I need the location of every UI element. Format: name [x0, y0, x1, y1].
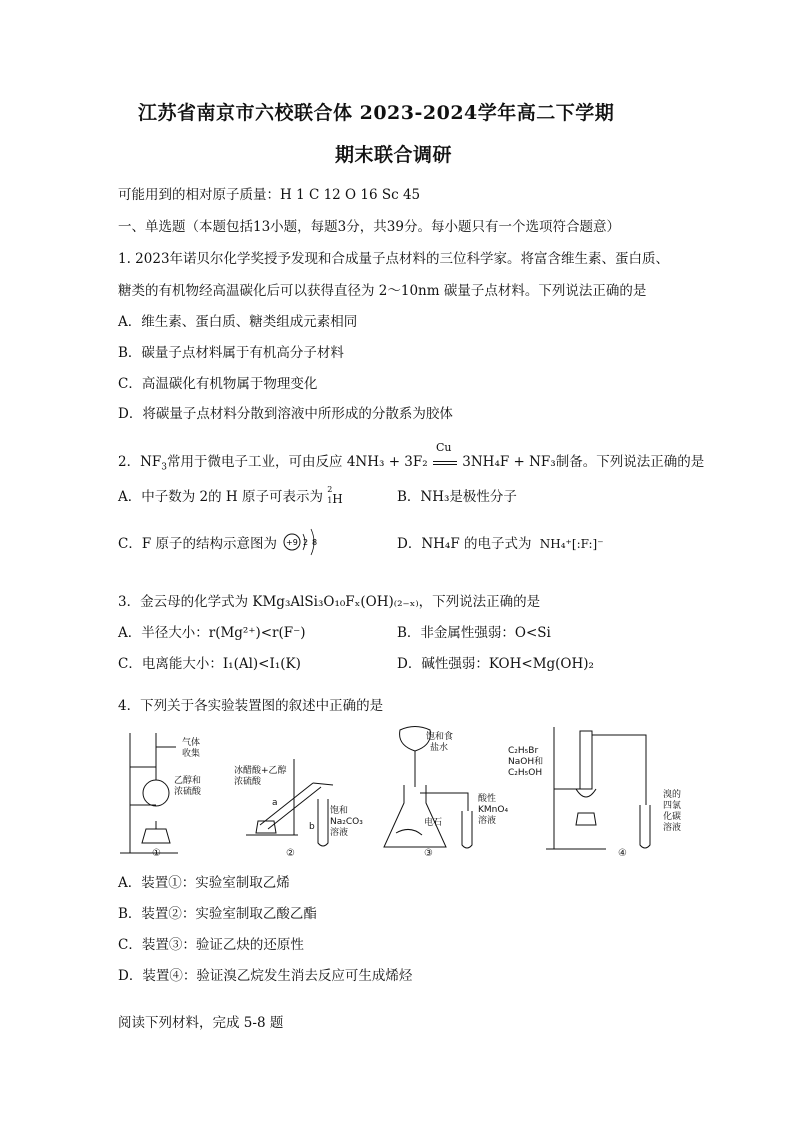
apparatus-figure	[118, 725, 690, 860]
label-eth-2: 浓硫酸	[174, 787, 202, 797]
q4-option-d: D．装置④：验证溴乙烷发生消去反应可生成烯烃	[118, 968, 413, 984]
label-r3: C₂H₅OH	[508, 768, 543, 778]
nuclide-mass: 2	[327, 484, 333, 494]
label-r2: NaOH和	[508, 757, 544, 767]
label-acid-1: 酸性	[478, 794, 497, 804]
q1-option-d: D．将碳量子点材料分散到溶液中所形成的分散系为胶体	[118, 406, 453, 422]
q4-stem: 4．下列关于各实验装置图的叙述中正确的是	[118, 698, 384, 714]
label-n3: ③	[424, 848, 433, 859]
q2-option-b: B．NH₃是极性分子	[397, 489, 517, 505]
q3-stem	[118, 593, 540, 611]
q4-option-a: A．装置①：实验室制取乙烯	[118, 875, 290, 891]
label-sat-1: 饱和食	[426, 732, 454, 742]
q2-option-c	[118, 535, 277, 553]
q3-stem-pre: 3．金云母的化学式为	[118, 594, 253, 610]
q3-stem-post: ，下列说法正确的是	[418, 594, 541, 610]
label-n2: ②	[286, 848, 295, 859]
label-sat-2: 盐水	[430, 743, 449, 753]
q1-stem-line-2: 糖类的有机物经高温碳化后可以获得直径为 2～10nm 碳量子点材料。下列说法正确的是	[118, 283, 647, 299]
q1-option-c: C．高温碳化有机物属于物理变化	[118, 376, 318, 392]
q2-option-a	[118, 484, 343, 507]
electron-formula: NH₄⁺[:F:]⁻	[539, 537, 604, 551]
label-eth-1: 乙醇和	[174, 776, 202, 786]
label-gas-2: 收集	[182, 749, 201, 759]
label-n4: ④	[618, 848, 627, 859]
label-gas-1: 气体	[182, 738, 201, 748]
label-na-3: 溶液	[330, 828, 349, 838]
q2-stem	[118, 441, 705, 477]
q4-option-c: C．装置③：验证乙炔的还原性	[118, 937, 304, 953]
label-ice-2: 浓硫酸	[234, 777, 262, 787]
page-title-line-1: 江苏省南京市六校联合体 2023-2024学年高二下学期	[138, 102, 615, 124]
apparatus-3	[384, 727, 472, 849]
q2-number-sub: 3	[161, 462, 168, 473]
reading-instruction: 阅读下列材料，完成 5-8 题	[118, 1015, 284, 1031]
atomic-mass-line: 可能用到的相对原子质量：H 1 C 12 O 16 Sc 45	[118, 187, 421, 203]
q2-option-d-text: D．NH₄F 的电子式为	[397, 536, 532, 552]
q3-option-b: B．非金属性强弱：O<Si	[397, 625, 551, 641]
label-r1: C₂H₅Br	[508, 746, 539, 756]
nuclide-h: H	[332, 491, 343, 506]
label-na-2: Na₂CO₃	[330, 817, 363, 827]
q1-option-b: B．碳量子点材料属于有机高分子材料	[118, 345, 344, 361]
svg-text:8: 8	[312, 538, 318, 547]
atom-structure-diagram	[282, 522, 322, 562]
q3-option-a: A．半径大小：r(Mg²⁺)<r(F⁻)	[118, 625, 306, 641]
label-b: b	[309, 822, 315, 832]
q2-stem-mid: 常用于微电子工业，可由反应	[167, 454, 343, 470]
label-br-1: 溴的	[663, 790, 682, 800]
apparatus-1	[120, 733, 178, 853]
nuclide-z: 1	[327, 495, 333, 505]
label-na-1: 饱和	[330, 806, 349, 816]
label-ice-1: 冰醋酸+乙醇	[234, 766, 287, 776]
q2-option-d	[397, 535, 604, 553]
svg-text:+9: +9	[286, 538, 298, 547]
label-br-3: 化碳	[663, 812, 682, 822]
q4-option-b: B．装置②：实验室制取乙酸乙酯	[118, 906, 317, 922]
label-a: a	[272, 798, 278, 808]
q1-option-a: A．维生素、蛋白质、糖类组成元素相同	[118, 314, 358, 330]
label-br-4: 溶液	[663, 823, 682, 833]
label-acid-2: KMnO₄	[478, 805, 509, 815]
q3-option-c: C．电离能大小：I₁(Al)<I₁(K)	[118, 656, 301, 672]
q2-number: 2．NF	[118, 454, 162, 470]
q2-option-a-text: A．中子数为 2的 H 原子可表示为	[118, 489, 323, 505]
q3-formula: KMg₃AlSi₃O₁₀Fₓ(OH)₍₂₋ₓ₎	[252, 594, 419, 610]
label-br-2: 四氯	[663, 801, 682, 811]
page-title-line-2: 期末联合调研	[335, 144, 453, 166]
q2-reaction-right: 3NH₄F + NF₃	[462, 454, 556, 470]
apparatus-4	[546, 727, 650, 849]
label-n1: ①	[152, 848, 161, 859]
svg-text:2: 2	[303, 538, 309, 547]
q2-stem-end: 制备。下列说法正确的是	[555, 454, 705, 470]
equals-sign	[433, 461, 457, 465]
q2-reaction-left: 4NH₃ + 3F₂	[346, 454, 428, 470]
label-acid-3: 溶液	[478, 816, 497, 826]
label-dian: 电石	[424, 818, 443, 828]
q2-option-c-text: C．F 原子的结构示意图为	[118, 536, 277, 552]
q2-catalyst: Cu	[435, 441, 452, 454]
q2-reaction-arrow	[432, 441, 458, 471]
section-heading: 一、单选题（本题包括13小题，每题3分，共39分。每小题只有一个选项符合题意）	[118, 219, 620, 235]
nuclide-symbol	[327, 484, 343, 507]
q1-stem-line-1: 1. 2023年诺贝尔化学奖授予发现和合成量子点材料的三位科学家。将富含维生素、蛋白质、	[118, 251, 670, 267]
q3-option-d: D．碱性强弱：KOH<Mg(OH)₂	[397, 656, 594, 672]
